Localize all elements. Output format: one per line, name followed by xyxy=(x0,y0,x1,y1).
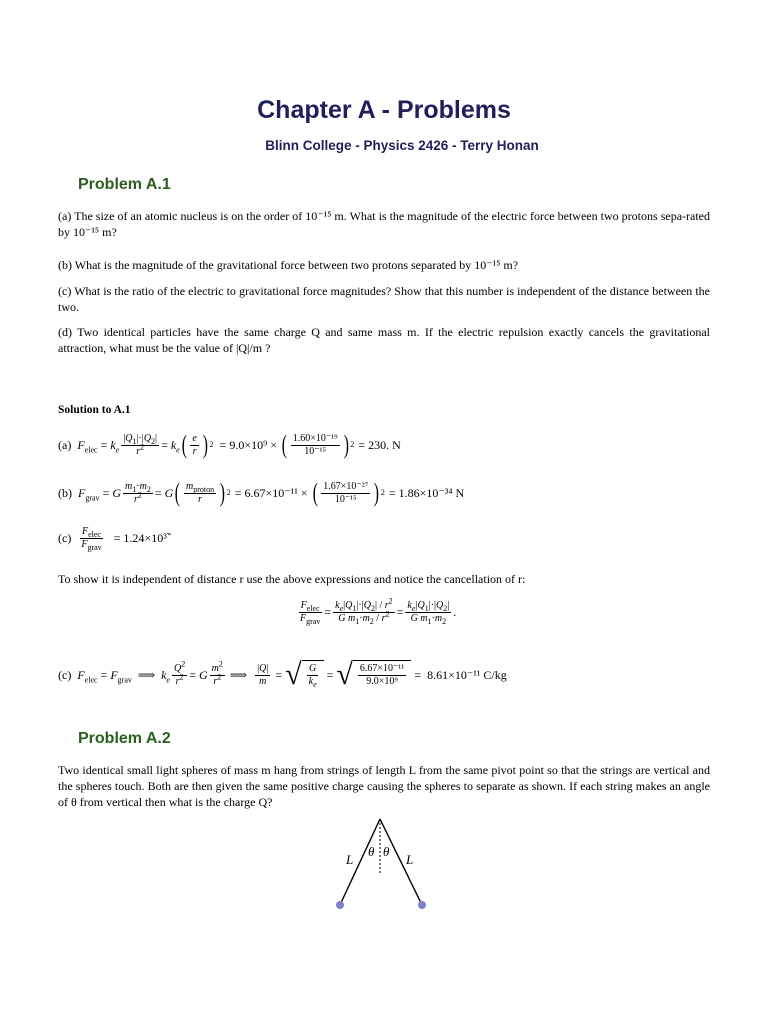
ratio-equation: $\frac{F_{elec}}{F_{grav}}$ = $\frac{k_e|Q_1|\cdot|Q_2| / r^2}{G m_1\cdot m_2 / r^2}$ = $\frac{k_e|Q_1|\cdot|Q_2|}{G m_1\cdot m_2}$ . xyxy=(300,596,457,626)
label-left-theta: θ xyxy=(368,844,375,859)
problem-a1-part-c: (c) What is the ratio of the electric to gravitational force magnitudes? Show that this number is independent of the distance between the two. xyxy=(58,284,710,314)
page-title: Chapter A - Problems xyxy=(257,96,511,124)
pendulum-diagram xyxy=(330,814,440,919)
problem-a1-part-d: (d) Two identical particles have the same charge Q and same mass m. If the electric repulsion exactly cancels the gravitational attraction, what must be the value of |Q|/m ? xyxy=(58,325,710,355)
left-sphere xyxy=(336,901,344,909)
solution-a1-heading: Solution to A.1 xyxy=(58,404,131,416)
independence-text: To show it is independent of distance r use the above expressions and notice the cancellation of r: xyxy=(58,572,526,586)
page-subtitle: Blinn College - Physics 2426 - Terry Honan xyxy=(265,138,539,153)
problem-a1-part-a: (a) The size of an atomic nucleus is on the order of 10⁻¹⁵ m. What is the magnitude of the electric force between two protons sepa-rated by 10⁻¹⁵ m? xyxy=(58,209,710,239)
problem-a1-part-b: (b) What is the magnitude of the gravitational force between two protons separated by 10⁻¹⁵ m? xyxy=(58,258,519,272)
problem-a2-heading: Problem A.2 xyxy=(78,730,171,747)
right-sphere xyxy=(418,901,426,909)
solution-a1-equation-b: (b) $F_{grav} = G$ $\frac{m_1\cdot m_2}{r^2}$ = G ( $\frac{m_{proton}}{r}$ ) 2 = 6.67×10⁻¹¹ × ( $\frac{\text{1.67×10⁻²⁷}}{\text{10⁻¹⁵}}$ ) 2 = 1.86×10⁻³⁴ N xyxy=(58,478,465,507)
label-right-length: L xyxy=(406,852,414,867)
right-string xyxy=(380,819,422,905)
problem-a1-heading: Problem A.1 xyxy=(78,176,171,193)
solution-a1-equation-a: (a) $F_{elec} = k_e$ $\frac{|Q_1|\cdot|Q_2|}{r^2}$ = $k_e$ ( $\frac{e}{r}$ ) 2 = 9.0×10⁹ × ( $\frac{\text{1.60×10⁻¹⁹}}{\text{10⁻¹⁵}}$ ) 2 = 230. N xyxy=(58,430,401,459)
solution-a1-equation-d: (c) $F_{elec} = F_{grav}$ ⟹ $k_e$ $\frac{Q^2}{r^2}$ = G $\frac{m^2}{r^2}$ ⟹ $\frac{|Q|}{m}$ = √ $\frac{G}{k_e}$ = √ $\frac{\text{6.67×10⁻¹¹}}{\text{9.0×10⁹}}$ = 8.61×10⁻¹¹ C/kg xyxy=(58,658,507,691)
solution-a1-equation-c: (c) $\frac{F_{elec}}{F_{grav}}$ = 1.24×10³‶ xyxy=(58,526,172,552)
problem-a2-text: Two identical small light spheres of mass m hang from strings of length L from the same pivot point so that the strings are vertical and the spheres touch. Both are then given the same positive charge causing the spheres to separate as shown. If each string makes an angle of θ from vertical then what is the charge Q? xyxy=(58,763,710,809)
label-left-length: L xyxy=(346,852,354,867)
pendulum-svg xyxy=(330,814,440,914)
label-right-theta: θ xyxy=(383,844,390,859)
